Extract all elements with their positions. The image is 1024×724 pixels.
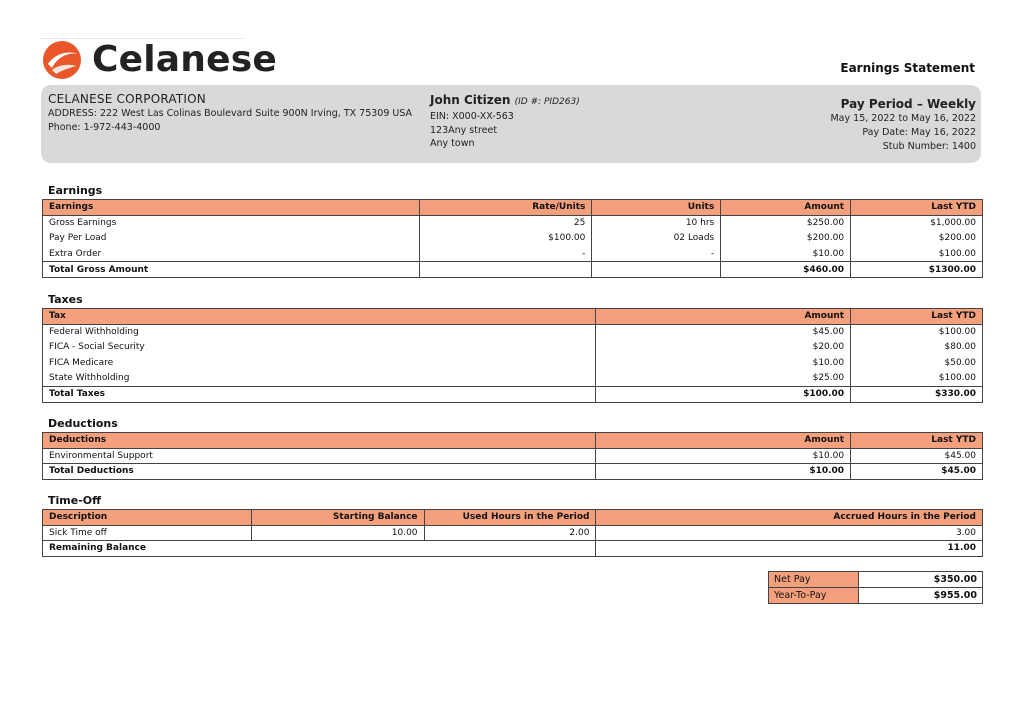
table-cell: Sick Time off [43,525,252,541]
table-cell [592,262,721,278]
table-cell: $250.00 [721,215,851,231]
logo-wordmark: Celanese [92,39,277,80]
table-cell: $45.00 [596,324,851,340]
column-header: Description [43,510,252,526]
table-cell: $100.00 [851,324,983,340]
deductions-table [42,432,983,480]
timeoff-table [42,509,983,557]
table-cell: - [592,246,721,262]
table-cell: $45.00 [851,448,983,464]
employee-ein: EIN: X000-XX-563 [430,111,514,122]
table-cell: Pay Per Load [43,231,420,247]
pay-period-range: May 15, 2022 to May 16, 2022 [830,113,976,124]
table-cell: $20.00 [596,340,851,356]
column-header: Earnings [43,200,420,216]
total-row [43,262,983,278]
column-header: Last YTD [851,433,983,449]
table-row [43,246,983,262]
net-pay-label: Net Pay [769,572,859,588]
remaining-balance-value: 11.00 [596,541,983,557]
year-to-pay-row [769,588,983,604]
table-row [43,371,983,387]
table-cell: $80.00 [851,340,983,356]
total-ytd: $330.00 [851,386,983,402]
net-pay-value: $350.00 [859,572,983,588]
total-ytd: $45.00 [851,464,983,480]
table-header-row [43,510,983,526]
document-title: Earnings Statement [840,61,975,75]
taxes-section-title: Taxes [48,293,83,306]
employee-info [430,92,580,151]
table-cell: $200.00 [721,231,851,247]
table-cell: FICA - Social Security [43,340,596,356]
celanese-logo-icon [42,40,82,80]
table-cell: $10.00 [721,246,851,262]
table-cell: $1,000.00 [851,215,983,231]
year-to-pay-label: Year-To-Pay [769,588,859,604]
total-ytd: $1300.00 [851,262,983,278]
table-row [43,324,983,340]
employee-street: 123Any street [430,124,498,136]
table-row [43,340,983,356]
column-header: Accrued Hours in the Period [596,510,983,526]
total-label: Total Taxes [43,386,596,402]
column-header: Units [592,200,721,216]
table-cell: $200.00 [851,231,983,247]
table-cell: 3.00 [596,525,983,541]
total-row [43,464,983,480]
column-header: Last YTD [851,200,983,216]
employee-name: John Citizen [430,93,511,107]
company-info [48,92,412,135]
company-name: CELANESE CORPORATION [48,92,206,106]
table-row [43,231,983,247]
total-label: Remaining Balance [43,541,596,557]
table-header-row [43,433,983,449]
total-amount: $460.00 [721,262,851,278]
table-cell: 25 [419,215,592,231]
taxes-table [42,308,983,403]
total-row [43,541,983,557]
total-label: Total Gross Amount [43,262,420,278]
column-header: Rate/Units [419,200,592,216]
earnings-section-title: Earnings [48,184,103,197]
table-row [43,448,983,464]
table-cell: $10.00 [596,448,851,464]
stub-number: Stub Number: 1400 [882,141,976,152]
column-header: Used Hours in the Period [424,510,596,526]
table-cell: Gross Earnings [43,215,420,231]
timeoff-section-title: Time-Off [48,494,102,507]
table-cell: 10.00 [251,525,424,541]
company-phone: Phone: 1-972-443-4000 [48,122,161,133]
table-cell: Federal Withholding [43,324,596,340]
total-amount: $10.00 [596,464,851,480]
table-row [43,355,983,371]
table-header-row [43,309,983,325]
table-cell: $100.00 [419,231,592,247]
deductions-section-title: Deductions [48,417,118,430]
column-header: Starting Balance [251,510,424,526]
table-cell: $100.00 [851,371,983,387]
year-to-pay-value: $955.00 [859,588,983,604]
pay-date: Pay Date: May 16, 2022 [862,127,976,138]
total-label: Total Deductions [43,464,596,480]
table-cell: 10 hrs [592,215,721,231]
table-cell: Environmental Support [43,448,596,464]
total-row [43,386,983,402]
table-cell: $100.00 [851,246,983,262]
total-amount: $100.00 [596,386,851,402]
table-header-row [43,200,983,216]
table-cell: - [419,246,592,262]
table-cell [419,262,592,278]
table-cell: Extra Order [43,246,420,262]
table-row [43,215,983,231]
column-header: Tax [43,309,596,325]
pay-summary [768,571,983,604]
table-cell: 02 Loads [592,231,721,247]
column-header: Amount [721,200,851,216]
column-header: Amount [596,309,851,325]
employee-id: (ID #: PID263) [514,97,580,107]
table-cell: State Withholding [43,371,596,387]
column-header: Deductions [43,433,596,449]
table-cell: FICA Medicare [43,355,596,371]
pay-period-title: Pay Period – Weekly [840,97,976,111]
table-row [43,525,983,541]
table-cell: 2.00 [424,525,596,541]
table-cell: $50.00 [851,355,983,371]
column-header: Last YTD [851,309,983,325]
column-header: Amount [596,433,851,449]
table-cell: $25.00 [596,371,851,387]
company-address: ADDRESS: 222 West Las Colinas Boulevard Suite 900N Irving, TX 75309 USA [48,108,413,119]
employee-town: Any town [430,138,475,149]
table-cell: $10.00 [596,355,851,371]
earnings-table [42,199,983,278]
net-pay-row [769,572,983,588]
pay-period-info [830,96,976,154]
